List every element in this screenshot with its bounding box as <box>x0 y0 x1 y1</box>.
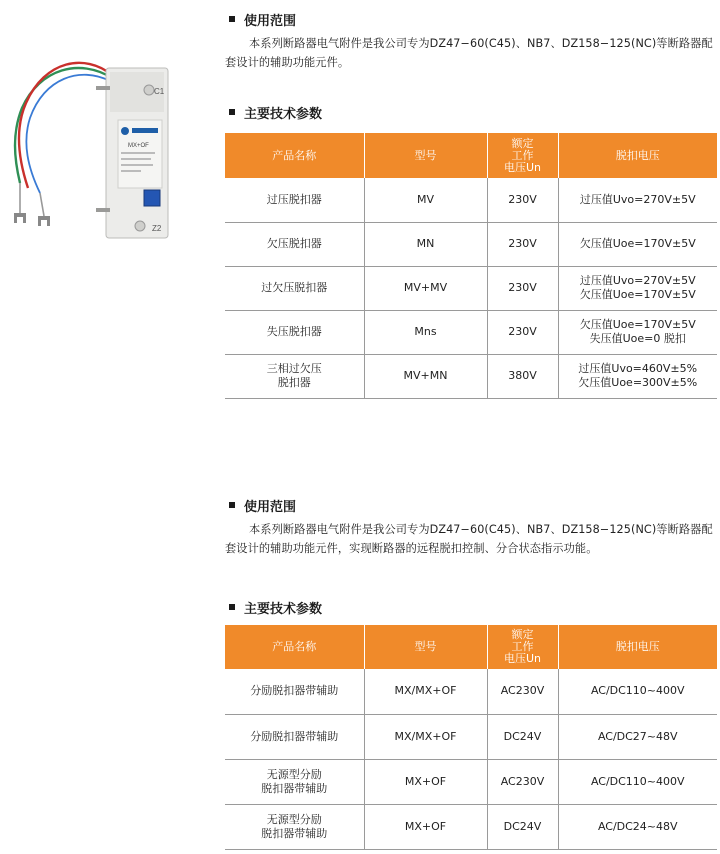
section-heading <box>225 103 717 121</box>
section-heading <box>225 10 717 28</box>
cell-line: DC24V <box>503 819 542 833</box>
cell-line: 380V <box>508 369 537 382</box>
table-cell <box>558 310 717 354</box>
cell-line: 工作 <box>511 640 534 653</box>
cell-line: 电压Un <box>503 652 542 665</box>
cell-line: 过压值Uvo=270V±5V <box>579 192 696 206</box>
cell-line: 脱扣电压 <box>615 148 660 162</box>
table-header-cell <box>364 625 487 669</box>
cell-line: 工作 <box>511 148 534 162</box>
cell-line: 无源型分励 <box>266 812 322 826</box>
table-row <box>225 669 717 714</box>
cell-line: 230V <box>508 281 537 294</box>
table-row <box>225 759 717 804</box>
cell-line: MV+MV <box>403 281 448 294</box>
table-cell <box>487 310 558 354</box>
cell-line: AC230V <box>500 684 545 698</box>
table-row <box>225 804 717 849</box>
usage-paragraph: 本系列断路器电气附件是我公司专为DZ47−60(C45)、NB7、DZ158−125(NC)等断路器配套设计的辅助功能元件。 <box>225 37 713 69</box>
cell-line: AC/DC110~400V <box>590 684 685 698</box>
table-header-cell <box>225 133 364 178</box>
table-cell <box>364 266 487 310</box>
bullet-icon <box>229 16 235 22</box>
table-cell <box>225 178 364 222</box>
cell-line: 额定 <box>511 628 534 641</box>
table-cell <box>487 178 558 222</box>
usage-paragraph: 本系列断路器电气附件是我公司专为DZ47−60(C45)、NB7、DZ158−125(NC)等断路器配套设计的辅助功能元件，实现断路器的远程脱扣控制、分合状态指示功能。 <box>225 523 713 555</box>
spec-table-1 <box>225 133 717 399</box>
table-header-row <box>225 625 717 669</box>
table-cell <box>225 354 364 398</box>
table-cell <box>558 759 717 804</box>
cell-line: 230V <box>508 192 537 206</box>
cell-line: 三相过欠压 <box>266 362 322 375</box>
cell-line: 欠压值Uoe=170V±5V <box>579 237 696 250</box>
heading-text: 使用范围 <box>244 13 297 29</box>
table-cell <box>364 714 487 759</box>
heading-text: 主要技术参数 <box>244 601 323 617</box>
table-cell <box>487 759 558 804</box>
cell-line: MV+MN <box>403 369 448 382</box>
table-header-cell <box>487 133 558 178</box>
cell-line: MN <box>416 237 435 250</box>
table-cell <box>558 714 717 759</box>
table-cell <box>364 310 487 354</box>
photo-model-text: MX+OF <box>128 143 149 149</box>
cell-line: 失压值Uoe=0 脱扣 <box>589 332 686 345</box>
cell-line: MV <box>416 192 434 206</box>
table-cell <box>225 759 364 804</box>
cell-line: 脱扣器带辅助 <box>261 781 328 795</box>
cell-line: MX/MX+OF <box>394 729 457 743</box>
spec-section-2 <box>225 598 717 850</box>
cell-line: 电压Un <box>503 160 542 174</box>
table-cell <box>364 354 487 398</box>
cell-line: MX+OF <box>404 819 447 833</box>
table-cell <box>364 222 487 266</box>
spec-table-2 <box>225 625 717 850</box>
table-cell <box>364 804 487 849</box>
cell-line: 分励脱扣器带辅助 <box>250 684 339 698</box>
table-cell <box>487 222 558 266</box>
table-header-cell <box>487 625 558 669</box>
table-cell <box>225 714 364 759</box>
section-heading <box>225 598 717 616</box>
cell-line: 产品名称 <box>272 640 317 653</box>
cell-line: 欠压值Uoe=300V±5% <box>578 376 698 389</box>
table-cell <box>558 804 717 849</box>
table-cell <box>364 669 487 714</box>
table-cell <box>225 222 364 266</box>
bullet-icon <box>229 502 235 508</box>
product-photo <box>0 48 205 243</box>
table-row <box>225 310 717 354</box>
table-cell <box>225 266 364 310</box>
table-cell <box>364 759 487 804</box>
cell-line: 欠压脱扣器 <box>266 237 322 250</box>
cell-line: AC/DC110~400V <box>590 774 685 788</box>
cell-line: MX+OF <box>404 774 447 788</box>
usage-section-2 <box>225 496 717 558</box>
cell-line: 过压脱扣器 <box>266 192 322 206</box>
table-cell <box>487 354 558 398</box>
table-cell <box>558 669 717 714</box>
cell-line: AC/DC24~48V <box>597 819 678 833</box>
cell-line: DC24V <box>503 729 542 743</box>
spec-section-1 <box>225 103 717 399</box>
table-cell <box>558 222 717 266</box>
cell-line: 分励脱扣器带辅助 <box>250 729 339 743</box>
cell-line: 过压值Uvo=270V±5V <box>579 274 696 287</box>
section-heading <box>225 496 717 514</box>
bullet-icon <box>229 604 235 610</box>
table-header-cell <box>364 133 487 178</box>
cell-line: 230V <box>508 325 537 338</box>
table-cell <box>487 714 558 759</box>
usage-section-1 <box>225 10 717 72</box>
cell-line: 产品名称 <box>272 148 317 162</box>
cell-line: Mns <box>414 325 437 338</box>
photo-label-top: C1 <box>154 87 165 96</box>
table-cell <box>558 178 717 222</box>
heading-text: 主要技术参数 <box>244 106 323 122</box>
table-row <box>225 266 717 310</box>
cell-line: 过欠压脱扣器 <box>261 281 328 294</box>
cell-line: 过压值Uvo=460V±5% <box>578 362 698 375</box>
cell-line: 脱扣器 <box>277 376 311 389</box>
cell-line: MX/MX+OF <box>394 684 457 698</box>
cell-line: 无源型分励 <box>266 767 322 781</box>
table-row <box>225 354 717 398</box>
cell-line: 额定 <box>511 136 534 150</box>
table-header-cell <box>558 625 717 669</box>
cell-line: 失压脱扣器 <box>266 325 322 338</box>
cell-line: 230V <box>508 237 537 250</box>
heading-text: 使用范围 <box>244 499 297 515</box>
cell-line: 型号 <box>414 640 437 653</box>
table-cell <box>558 354 717 398</box>
cell-line: 脱扣器带辅助 <box>261 826 328 840</box>
cell-line: 型号 <box>414 148 437 162</box>
table-cell <box>487 804 558 849</box>
bullet-icon <box>229 109 235 115</box>
table-cell <box>558 266 717 310</box>
table-row <box>225 714 717 759</box>
table-cell <box>225 804 364 849</box>
table-cell <box>225 310 364 354</box>
cell-line: 脱扣电压 <box>615 640 660 653</box>
cell-line: AC/DC27~48V <box>597 729 678 743</box>
table-row <box>225 178 717 222</box>
table-header-cell <box>558 133 717 178</box>
photo-label-bottom: Z2 <box>152 224 162 233</box>
table-row <box>225 222 717 266</box>
cell-line: 欠压值Uoe=170V±5V <box>579 318 696 331</box>
table-cell <box>364 178 487 222</box>
cell-line: AC230V <box>500 774 545 788</box>
table-cell <box>225 669 364 714</box>
table-header-row <box>225 133 717 178</box>
cell-line: 欠压值Uoe=170V±5V <box>579 288 696 301</box>
table-cell <box>487 669 558 714</box>
table-header-cell <box>225 625 364 669</box>
table-cell <box>487 266 558 310</box>
